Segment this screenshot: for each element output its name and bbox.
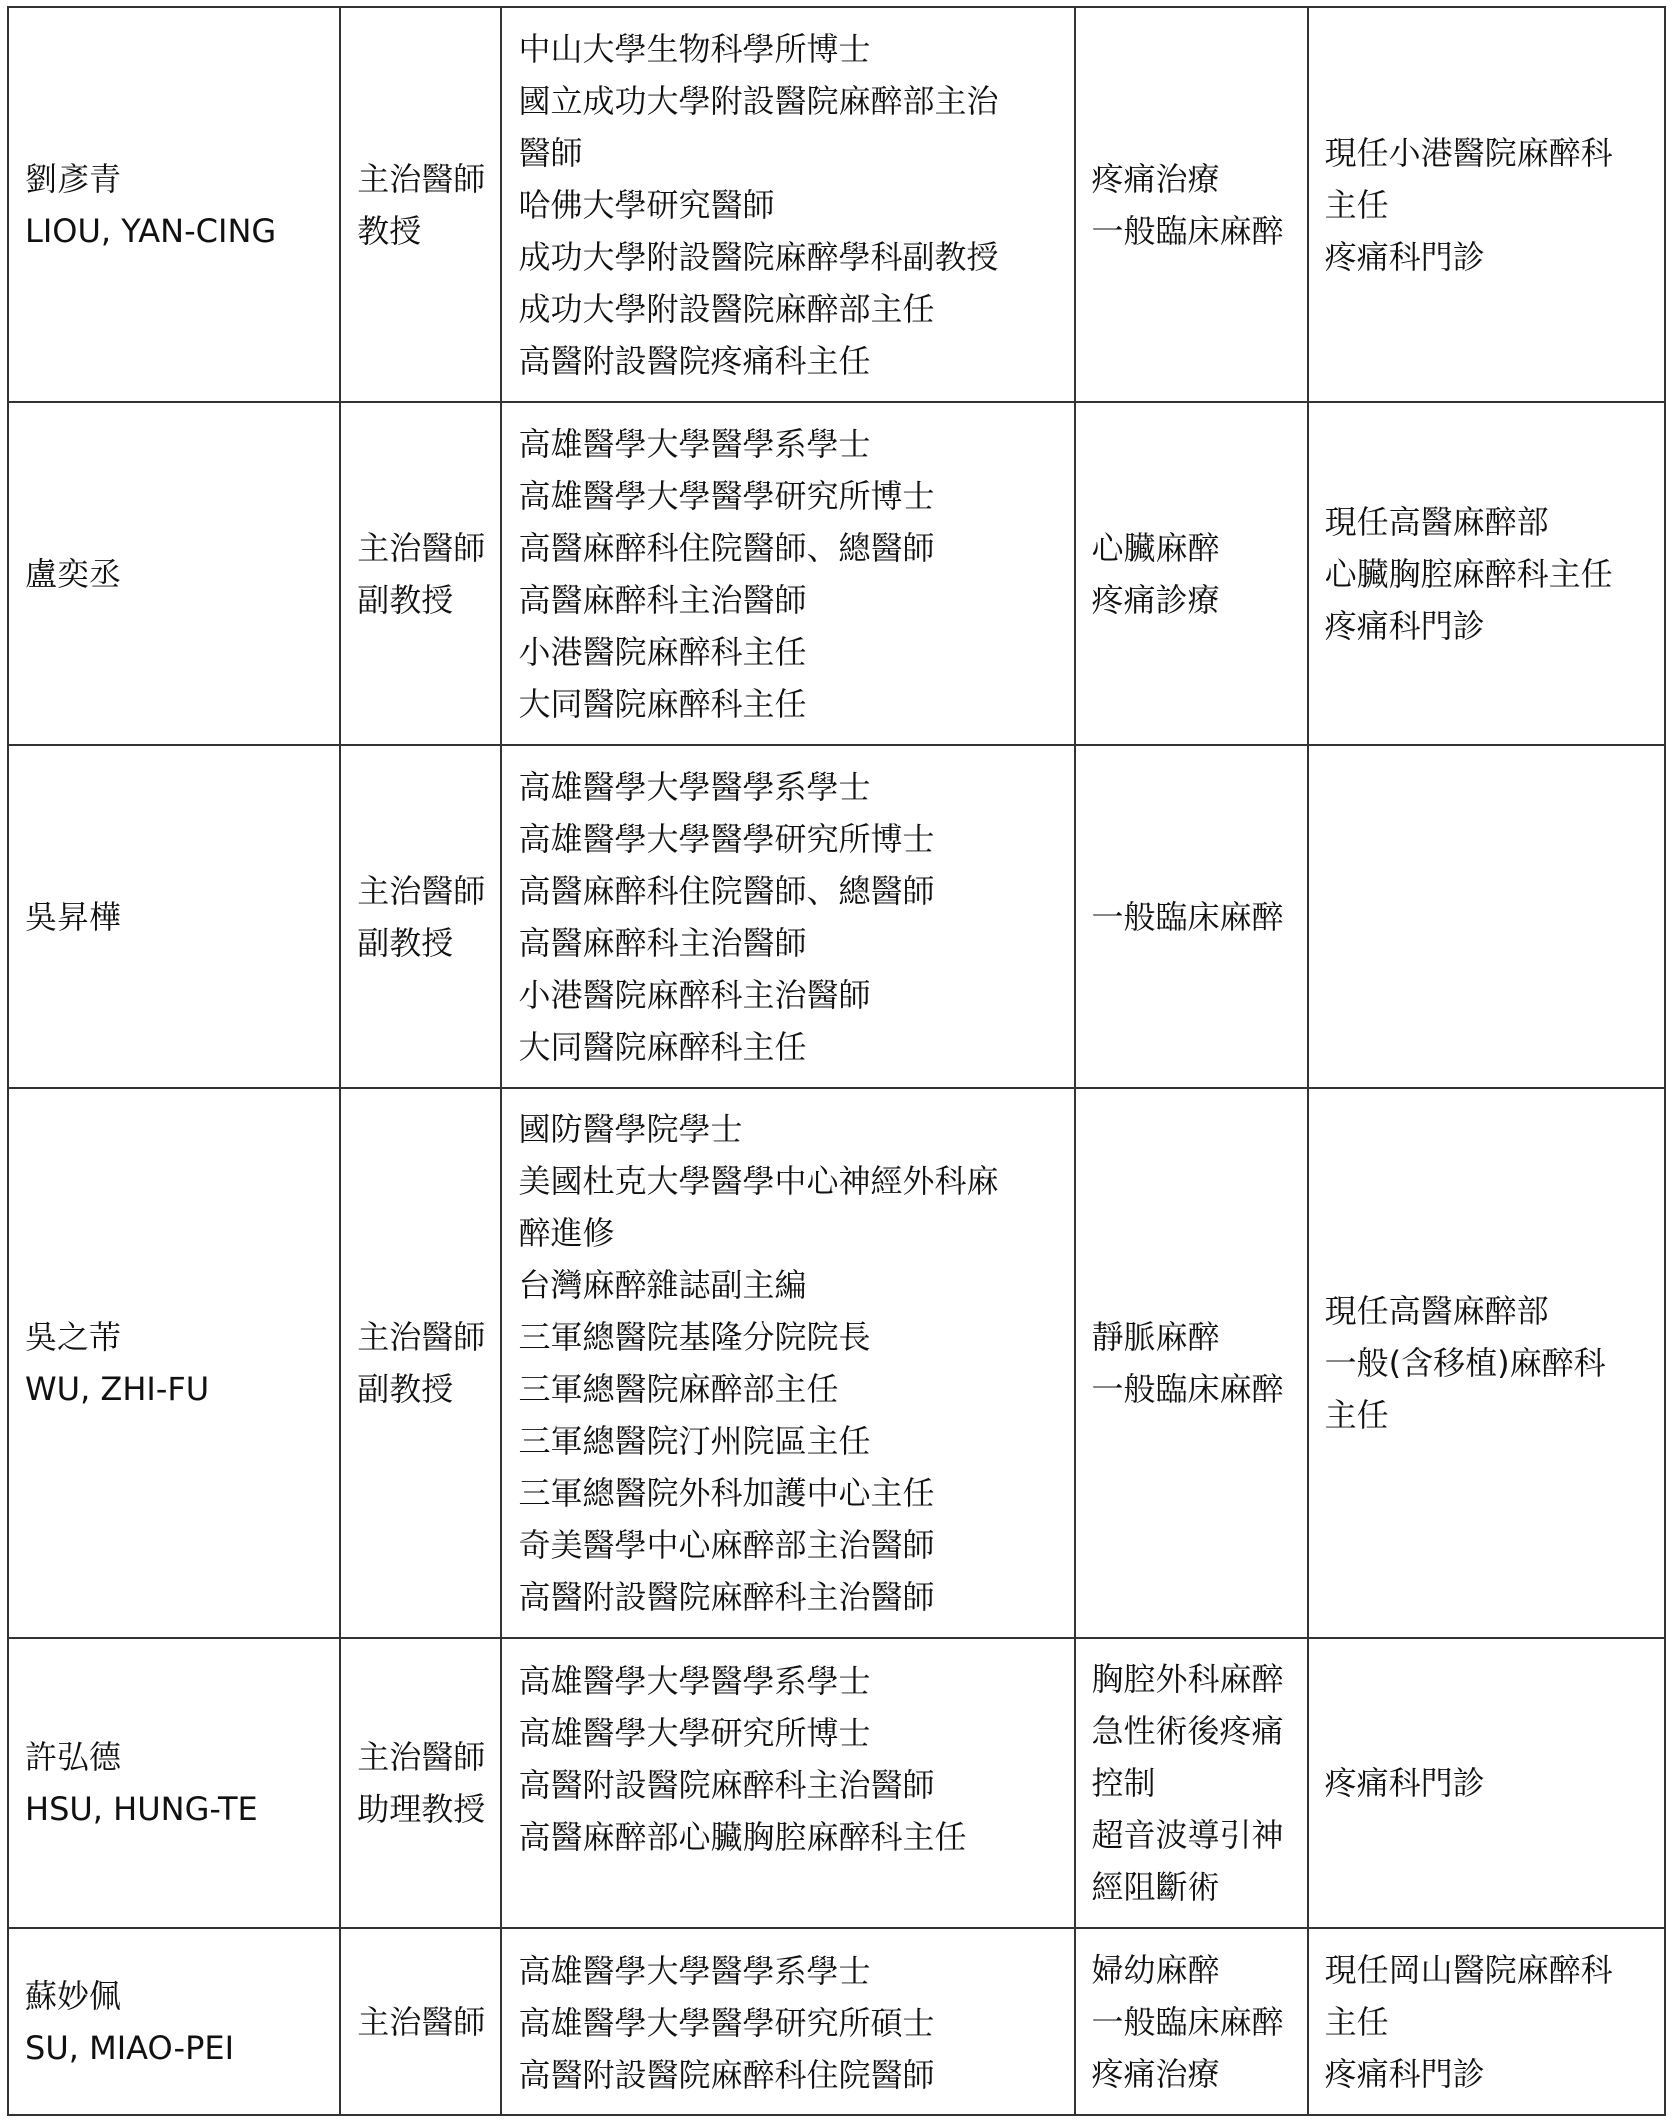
name-en: WU, ZHI-FU <box>25 1370 210 1408</box>
education-line: 大同醫院麻醉科主任 <box>518 1027 807 1066</box>
education-line: 成功大學附設醫院麻醉學科副教授 <box>518 237 999 276</box>
name-zh: 吳昇樺 <box>25 897 122 936</box>
current-cell <box>1308 1928 1665 2115</box>
education-cell <box>501 1638 1074 1928</box>
current-line: 主任 <box>1324 1396 1389 1434</box>
specialty-line: 疼痛治療 <box>1091 2054 1220 2093</box>
current-line: 疼痛科門診 <box>1324 2054 1485 2093</box>
title-line: 主治醫師 <box>357 159 486 198</box>
staff-table <box>7 6 1666 2116</box>
education-line: 高醫麻醉科住院醫師、總醫師 <box>518 528 935 567</box>
title-cell <box>340 402 501 745</box>
education-line: 高雄醫學大學醫學研究所博士 <box>518 476 935 515</box>
education-line: 哈佛大學研究醫師 <box>518 185 775 224</box>
education-line: 高醫麻醉部心臟胸腔麻醉科主任 <box>518 1818 967 1856</box>
name-cell <box>8 1088 340 1638</box>
education-line: 台灣麻醉雜誌副主編 <box>518 1266 807 1304</box>
specialty-line: 急性術後疼痛 <box>1091 1712 1284 1750</box>
education-line: 奇美醫學中心麻醉部主治醫師 <box>518 1526 935 1564</box>
current-line: 現任高醫麻醉部 <box>1324 1292 1549 1330</box>
specialty-line: 控制 <box>1091 1764 1156 1802</box>
education-line: 高醫附設醫院疼痛科主任 <box>518 341 871 380</box>
current-cell <box>1308 1638 1665 1928</box>
specialty-line: 經阻斷術 <box>1091 1868 1220 1906</box>
education-line: 醉進修 <box>518 1214 615 1252</box>
education-line: 高雄醫學大學醫學研究所碩士 <box>518 2004 935 2042</box>
name-zh: 盧奕丞 <box>25 554 122 593</box>
education-line: 國立成功大學附設醫院麻醉部主治 <box>518 81 999 120</box>
specialty-cell <box>1075 402 1308 745</box>
education-line: 高醫附設醫院麻醉科住院醫師 <box>518 2056 935 2094</box>
title-line: 主治醫師 <box>357 2002 486 2041</box>
education-line: 美國杜克大學醫學中心神經外科麻 <box>518 1162 999 1200</box>
specialty-line: 胸腔外科麻醉 <box>1091 1660 1284 1698</box>
table-row <box>8 1638 1665 1928</box>
education-line: 成功大學附設醫院麻醉部主任 <box>518 289 935 328</box>
title-line: 主治醫師 <box>357 871 486 910</box>
education-line: 高醫麻醉科主治醫師 <box>518 923 807 962</box>
title-cell <box>340 1928 501 2115</box>
name-zh: 吳之芾 <box>25 1318 122 1356</box>
education-line: 三軍總醫院基隆分院院長 <box>518 1318 871 1356</box>
education-cell <box>501 7 1074 402</box>
current-line: 現任小港醫院麻醉科 <box>1324 133 1613 172</box>
name-zh: 許弘德 <box>25 1738 122 1776</box>
education-line: 高雄醫學大學醫學系學士 <box>518 1662 871 1700</box>
education-line: 高醫附設醫院麻醉科主治醫師 <box>518 1578 935 1616</box>
title-line: 副教授 <box>357 580 454 619</box>
name-en: LIOU, YAN-CING <box>25 211 277 250</box>
title-line: 主治醫師 <box>357 528 486 567</box>
table-row <box>8 402 1665 745</box>
name-cell <box>8 402 340 745</box>
name-cell <box>8 1638 340 1928</box>
current-line: 現任岡山醫院麻醉科 <box>1324 1950 1613 1989</box>
specialty-line: 疼痛治療 <box>1091 159 1220 198</box>
specialty-cell <box>1075 745 1308 1088</box>
table-row <box>8 1928 1665 2115</box>
name-zh: 劉彥青 <box>25 159 122 198</box>
education-line: 高雄醫學大學醫學系學士 <box>518 424 871 463</box>
education-line: 小港醫院麻醉科主治醫師 <box>518 975 871 1014</box>
education-cell <box>501 402 1074 745</box>
table-row <box>8 1088 1665 1638</box>
education-line: 中山大學生物科學所博士 <box>518 29 871 68</box>
specialty-line: 超音波導引神 <box>1091 1816 1284 1854</box>
current-line: 疼痛科門診 <box>1324 237 1485 276</box>
current-cell <box>1308 402 1665 745</box>
specialty-line: 靜脈麻醉 <box>1091 1318 1220 1356</box>
title-line: 副教授 <box>357 1370 454 1408</box>
current-cell <box>1308 745 1665 1088</box>
education-line: 三軍總醫院麻醉部主任 <box>518 1370 839 1408</box>
specialty-line: 一般臨床麻醉 <box>1091 897 1284 936</box>
specialty-cell <box>1075 1928 1308 2115</box>
education-line: 高雄醫學大學研究所博士 <box>518 1714 871 1752</box>
education-cell <box>501 1088 1074 1638</box>
current-line: 現任高醫麻醉部 <box>1324 502 1549 541</box>
education-line: 高雄醫學大學醫學系學士 <box>518 1952 871 1990</box>
table-row <box>8 745 1665 1088</box>
name-zh: 蘇妙佩 <box>25 1976 122 2015</box>
specialty-line: 一般臨床麻醉 <box>1091 211 1284 250</box>
title-cell <box>340 7 501 402</box>
title-line: 副教授 <box>357 923 454 962</box>
education-line: 高醫麻醉科住院醫師、總醫師 <box>518 871 935 910</box>
current-line: 一般(含移植)麻醉科 <box>1324 1344 1606 1382</box>
current-line: 疼痛科門診 <box>1324 606 1485 645</box>
specialty-cell <box>1075 1638 1308 1928</box>
specialty-line: 心臟麻醉 <box>1091 528 1220 567</box>
title-cell <box>340 1088 501 1638</box>
education-line: 高醫麻醉科主治醫師 <box>518 580 807 619</box>
specialty-line: 婦幼麻醉 <box>1091 1950 1220 1989</box>
education-line: 高醫附設醫院麻醉科主治醫師 <box>518 1766 935 1804</box>
name-cell <box>8 745 340 1088</box>
staff-table-body <box>8 7 1665 2115</box>
education-line: 高雄醫學大學醫學系學士 <box>518 767 871 806</box>
education-line: 醫師 <box>518 133 583 172</box>
specialty-line: 一般臨床麻醉 <box>1091 1370 1284 1408</box>
education-line: 國防醫學院學士 <box>518 1110 743 1148</box>
education-line: 三軍總醫院外科加護中心主任 <box>518 1474 935 1512</box>
current-line: 主任 <box>1324 2002 1389 2041</box>
current-line: 主任 <box>1324 185 1389 224</box>
name-en: SU, MIAO-PEI <box>25 2028 235 2067</box>
title-line: 主治醫師 <box>357 1318 486 1356</box>
education-cell <box>501 745 1074 1088</box>
education-line: 三軍總醫院汀州院區主任 <box>518 1422 871 1460</box>
name-cell <box>8 7 340 402</box>
title-line: 主治醫師 <box>357 1738 486 1776</box>
current-cell <box>1308 7 1665 402</box>
education-line: 小港醫院麻醉科主任 <box>518 632 807 671</box>
specialty-line: 一般臨床麻醉 <box>1091 2002 1284 2041</box>
education-line: 高雄醫學大學醫學研究所博士 <box>518 819 935 858</box>
specialty-cell <box>1075 7 1308 402</box>
title-cell <box>340 1638 501 1928</box>
specialty-cell <box>1075 1088 1308 1638</box>
name-cell <box>8 1928 340 2115</box>
title-cell <box>340 745 501 1088</box>
education-line: 大同醫院麻醉科主任 <box>518 684 807 723</box>
education-cell <box>501 1928 1074 2115</box>
title-line: 助理教授 <box>357 1790 486 1828</box>
current-cell <box>1308 1088 1665 1638</box>
specialty-line: 疼痛診療 <box>1091 580 1220 619</box>
name-en: HSU, HUNG-TE <box>25 1790 258 1828</box>
current-line: 心臟胸腔麻醉科主任 <box>1324 554 1613 593</box>
title-line: 教授 <box>357 211 422 250</box>
table-row <box>8 7 1665 402</box>
current-line: 疼痛科門診 <box>1324 1764 1485 1802</box>
